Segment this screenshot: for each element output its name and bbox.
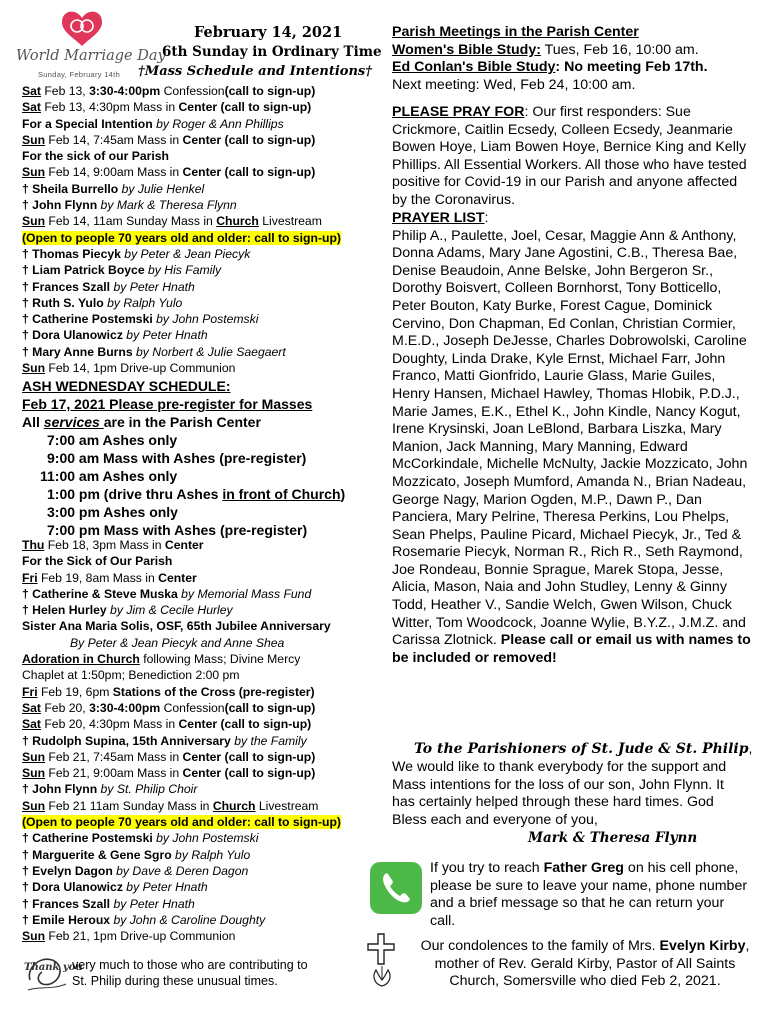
intention-line (22, 279, 382, 295)
location: Center (158, 570, 197, 585)
schedule-block-2 (22, 537, 382, 944)
day: Sun (22, 798, 46, 813)
schedule-line (22, 213, 382, 229)
label: Women's Bible Study: (392, 41, 541, 58)
header-sunday (162, 44, 382, 60)
intention-by: by Mark & Theresa Flynn (97, 198, 237, 213)
ash-time: 11:00 am Ashes only (40, 468, 178, 484)
text: : Our first responders: Sue Crickmore, Caitlin Ecsedy, Colleen Ecsedy, Jeanmarie Bowen Hoye, Liam Bowen Hoye, Bernice King and Kelly Phillips. All Essential Workers. All those who have tested positive for Covid-19 in our Parish and anyone affected by the Coronavirus. (392, 104, 747, 208)
names: Philip A., Paulette, Joel, Cesar, Maggie Ann & Anthony, Donna Adams, Mary Jane Agostini, C.B., Theresa Bae, Denise Beaudoin, Anne Belske, John Bergeron Sr., Dorothy Boisvert, Colleen Bornhorst, Tony Botticello, Peter Bouton, Katy Burke, Forest Cague, Dominick Cervino, Don Chapman, Ed Conlan, Christian Cormier, M.E.D., Joseph DeJesse, Charles Dobrowolski, Caroline Doughty, Linda Drake, Kyle Ernst, Michael Farr, John Franco, Matti Gionfrido, Laurie Glass, Marie Guiles, Henry Hansen, Michael Hawley, Thomas Hlobik, P.D.J., Marie James, E.K., Ethel K., John Kindle, Nancy Kogut, Irene Krysinski, Joan LeBlond, Barbara Liszka, Mary Manion, Jack Manning, Mary Manning, Edward McCorkindale, Michelle McNulty, Jackie Mozzicato, John Mozzicato, Joseph Mumford, Amanda N., Brian Nadeau, George Nagy, Marion Ogden, M.P., Dawn P., Dan Panciera, Mary Pelrine, Theresa Perkins, Lou Phelps, Sean Phelps, Pauline Picard, Michael Piecyk, Jr., Ted & Rosemarie Piecyk, Norman R., Rich R., Seth Raymond, Joe Rondeau, Bonnie Sprague, Marek Stopa, Jesse, Alicia, Mason, Naia and John Studley, Lenny & Ginny Todd, Heather V., Sandie Welch, Gwen Wilson, Chuck Witter, Tom Woodcock, Joanne Wylie, B.Y.Z., J.M.Z. and Carissa Zlotnick. (392, 227, 748, 649)
label: PLEASE PRAY FOR (392, 104, 525, 120)
intention: † Emile Heroux (22, 912, 111, 927)
intention-line: Sister Ana Maria Solis, OSF, 65th Jubilee Anniversary (22, 619, 331, 634)
intention-by: by Roger & Ann Phillips (152, 116, 284, 131)
day: Sat (22, 84, 41, 98)
day: Sun (22, 214, 46, 229)
location: Center (182, 132, 222, 147)
intention: † Evelyn Dagon (22, 863, 113, 878)
call-note: (call to sign-up) (221, 766, 316, 781)
closing: Please call or email us with names to be included or removed! (392, 632, 751, 666)
schedule-line (22, 99, 382, 115)
parishioners-block (392, 738, 754, 847)
text: Feb 14, 11am Sunday Mass in (45, 214, 217, 229)
prayer-list (392, 210, 752, 667)
text: : (484, 210, 489, 226)
schedule-line (22, 651, 382, 667)
text: Feb 20, (40, 700, 90, 715)
call-note: (call to sign-up) (217, 100, 312, 115)
intention-by: by John Postemski (152, 312, 259, 327)
day: Sun (22, 749, 46, 764)
text: 1:00 pm (drive thru Ashes (47, 486, 223, 502)
comma: , (748, 740, 753, 756)
intention-line (22, 262, 382, 278)
ed-conlan-bible-study (392, 59, 754, 77)
text: Feb 19, 6pm (37, 684, 113, 699)
intention: † Rudolph Supina, 15th Anniversary (22, 733, 231, 748)
text: following Mass; Divine Mercy (139, 652, 301, 667)
text: Feb 21 11am Sunday Mass in (45, 798, 213, 813)
schedule-line (22, 716, 382, 732)
open-note (22, 230, 382, 246)
intention-by: by Peter Hnath (110, 896, 195, 911)
text: Feb 14, 1pm Drive-up Communion (45, 361, 236, 376)
please-pray-for (392, 104, 752, 210)
intention-line (22, 327, 382, 343)
day: Sat (22, 100, 41, 115)
thank-you-block (22, 950, 382, 1000)
intention-by: by Dave & Deren Dagon (112, 863, 249, 878)
intention: † Dora Ulanowicz (22, 328, 123, 343)
schedule-line (22, 928, 382, 944)
text: Feb 21, 7:45am Mass in (45, 749, 183, 764)
text: Livestream (255, 798, 319, 813)
schedule-line (22, 798, 382, 814)
intention-by: by Peter Hnath (122, 328, 208, 343)
intention: † Marguerite & Gene Sgro (22, 847, 172, 862)
schedule-line (22, 700, 382, 716)
intention: † Frances Szall (22, 279, 111, 294)
location: in front of Church (222, 486, 341, 502)
location: Center (182, 766, 222, 781)
day: Thu (22, 538, 45, 552)
intention: † Helen Hurley (22, 603, 107, 618)
location: Center (164, 538, 204, 552)
intention-by: by Norbert & Julie Saegaert (132, 344, 286, 359)
text: If you try to reach (430, 860, 544, 876)
intention: † Frances Szall (22, 896, 111, 911)
text: Feb 18, 3pm Mass in (44, 538, 165, 552)
schedule-line (22, 570, 382, 586)
intention-line (22, 912, 382, 928)
ash-date: Feb 17, 2021 Please pre-register for Masses (22, 396, 313, 412)
intention: † Liam Patrick Boyce (22, 263, 145, 278)
intention-line (22, 181, 382, 197)
text: Livestream (258, 214, 322, 229)
heart-rings-icon (10, 8, 160, 52)
header-date: February 14, 2021 (194, 24, 343, 41)
signature: Mark & Theresa Flynn (528, 830, 698, 847)
header-sunday-text: 6th Sunday in Ordinary Time (162, 44, 382, 60)
intention-line (22, 311, 382, 327)
day: Fri (22, 684, 38, 699)
phone-handset-icon (370, 862, 422, 914)
open-note (22, 814, 382, 830)
intention-by: by John & Caroline Doughty (110, 912, 266, 927)
logo-title: World Marriage Day (16, 48, 166, 64)
adoration: Adoration in Church (22, 652, 140, 667)
text: All (22, 414, 44, 430)
schedule-line (22, 132, 382, 148)
time: 3:30-4:00pm (89, 84, 161, 98)
phone-icon (370, 862, 422, 914)
text: Confession (160, 700, 225, 715)
schedule-line (22, 765, 382, 781)
intention-line (22, 586, 382, 602)
thank-you-line-2: St. Philip during these unusual times. (72, 974, 278, 988)
ash-time: 9:00 am Mass with Ashes (pre-register) (47, 450, 307, 466)
intention-by: by Peter & Jean Piecyk (120, 246, 251, 261)
location: Center (182, 165, 222, 180)
name: Evelyn Kirby (659, 938, 746, 954)
schedule-line: Chaplet at 1:50pm; Benediction 2:00 pm (22, 668, 240, 683)
header-subtitle: †Mass Schedule and Intentions† (138, 64, 373, 79)
intention-line (22, 830, 382, 846)
intention-line (22, 863, 382, 879)
ash-time (22, 485, 382, 503)
text: ) (340, 486, 346, 502)
intention-line (22, 781, 382, 797)
intention-line (22, 847, 382, 863)
condolences-block (392, 936, 754, 996)
text: Feb 14, 9:00am Mass in (45, 165, 183, 180)
thank-you-swirl-icon (22, 950, 70, 996)
intention-by: by Ralph Yulo (171, 847, 251, 862)
ash-all (22, 413, 382, 431)
schedule-block-1 (22, 83, 382, 376)
stations: Stations of the Cross (pre-register) (112, 684, 315, 699)
text: Feb 21, 9:00am Mass in (45, 766, 183, 781)
location: Center (178, 100, 218, 115)
intention: For a Special Intention (22, 116, 153, 131)
intention-line (22, 197, 382, 213)
cross-praying-hands-icon (360, 930, 408, 990)
text: Feb 21, 1pm Drive-up Communion (45, 929, 236, 944)
intention-line (22, 295, 382, 311)
intention-line: For the sick of our Parish (22, 149, 169, 164)
thank-you-logo (22, 950, 83, 996)
intention-by: by St. Philip Choir (97, 782, 198, 797)
text: Feb 13, (40, 84, 90, 98)
schedule-line (22, 684, 382, 700)
title-text: To the Parishioners of St. Jude & St. Philip (414, 741, 749, 757)
intention: † Thomas Piecyk (22, 246, 121, 261)
open-note-text: (Open to people 70 years old and older: call to sign-up) (22, 815, 341, 830)
day: Fri (22, 570, 38, 585)
text: Tues, Feb 16, 10:00 am. (540, 41, 699, 58)
ash-title: ASH WEDNESDAY SCHEDULE: (22, 378, 231, 394)
intention-by: by Jim & Cecile Hurley (106, 603, 233, 618)
intention: † Mary Anne Burns (22, 344, 133, 359)
location: Church (212, 798, 256, 813)
intention: † Ruth S. Yulo (22, 295, 104, 310)
day: Sun (22, 361, 46, 376)
text: Confession (160, 84, 225, 98)
intention-line (22, 116, 382, 132)
schedule-line (22, 164, 382, 180)
intention-line (22, 733, 382, 749)
ash-time: 3:00 pm Ashes only (47, 504, 178, 520)
text: Feb 19, 8am Mass in (37, 570, 159, 585)
parishioners-text: We would like to thank everybody for the support and Mass intentions for the loss of our son, John Flynn. It has certainly helped through these hard times. God Bless each and everyone of you, (392, 759, 727, 828)
call-note: (call to sign-up) (224, 700, 316, 715)
text: , mother of Rev. Gerald Kirby, Pastor of All Saints Church, Somersville who died Feb 2, 2021. (434, 938, 750, 990)
services: services (43, 414, 104, 430)
meetings-title: Parish Meetings in the Parish Center (392, 24, 639, 40)
location: Center (182, 749, 222, 764)
text: : No meeting Feb 17th. (555, 59, 708, 76)
intention-line (22, 246, 382, 262)
phone-block (392, 858, 754, 928)
intention: † Catherine Postemski (22, 831, 153, 846)
call-note: (call to sign-up) (221, 749, 316, 764)
text: are in the Parish Center (103, 414, 261, 430)
label: PRAYER LIST (392, 210, 485, 226)
intention-by: by Memorial Mass Fund (177, 586, 312, 601)
intention-by: by the Family (230, 733, 307, 748)
intention-by: by Peter Hnath (110, 279, 195, 294)
condolences-text (416, 938, 754, 991)
intention-by: By Peter & Jean Piecyk and Anne Shea (70, 635, 285, 650)
location: Church (216, 214, 259, 229)
text: Our condolences to the family of Mrs. (420, 938, 660, 954)
intention-line (22, 602, 382, 618)
day: Sun (22, 132, 46, 147)
day: Sat (22, 700, 41, 715)
thank-you-line-1: very much to those who are contributing to (72, 958, 308, 972)
intention: † Dora Ulanowicz (22, 880, 123, 895)
text: Feb 20, 4:30pm Mass in (40, 717, 179, 732)
intention: † Sheila Burrello (22, 181, 119, 196)
day: Sun (22, 929, 46, 944)
open-note-text: (Open to people 70 years old and older: call to sign-up) (22, 230, 341, 245)
schedule-line (22, 537, 382, 553)
intention-by: by His Family (144, 263, 222, 278)
intention: † Catherine & Steve Muska (22, 586, 178, 601)
text: Feb 14, 7:45am Mass in (45, 132, 183, 147)
phone-text (430, 860, 748, 930)
ash-wednesday-block (22, 377, 382, 539)
schedule-line (22, 360, 382, 376)
intention-by: by John Postemski (152, 831, 259, 846)
logo-date: Sunday, February 14th (38, 70, 121, 79)
text: Feb 13, 4:30pm Mass in (40, 100, 179, 115)
parishioners-title (392, 738, 754, 759)
cross-icon (360, 930, 408, 990)
location: Center (178, 717, 218, 732)
text: on his cell phone, please be sure to leave your name, phone number and a brief message so that he can return your call. (430, 860, 748, 929)
call-note: (call to sign-up) (224, 84, 316, 98)
intention-by: by Ralph Yulo (103, 295, 183, 310)
time: 3:30-4:00pm (89, 700, 161, 715)
day: Sun (22, 766, 46, 781)
call-note: (call to sign-up) (221, 132, 316, 147)
ash-time: 7:00 am Ashes only (47, 432, 178, 448)
ash-time: 7:00 pm Mass with Ashes (pre-register) (47, 522, 308, 538)
thank-you-logo-text: Thank you (24, 962, 83, 973)
intention-by: by Julie Henkel (118, 181, 205, 196)
name: Father Greg (543, 860, 624, 876)
next-meeting: Next meeting: Wed, Feb 24, 10:00 am. (392, 76, 636, 93)
call-note: (call to sign-up) (217, 717, 312, 732)
intention: † John Flynn (22, 198, 98, 213)
call-note: (call to sign-up) (221, 165, 316, 180)
intention-by: by Peter Hnath (122, 880, 208, 895)
intention-line (22, 896, 382, 912)
label: Ed Conlan's Bible Study (392, 59, 556, 76)
womens-bible-study (392, 42, 754, 60)
intention-line (22, 879, 382, 895)
day: Sun (22, 165, 46, 180)
meetings-block (392, 24, 754, 94)
schedule-line (22, 83, 382, 99)
intention: † Catherine Postemski (22, 312, 153, 327)
intention-line: For the Sick of Our Parish (22, 554, 173, 569)
intention: † John Flynn (22, 782, 98, 797)
day: Sat (22, 717, 41, 732)
intention-line (22, 344, 382, 360)
schedule-line (22, 749, 382, 765)
